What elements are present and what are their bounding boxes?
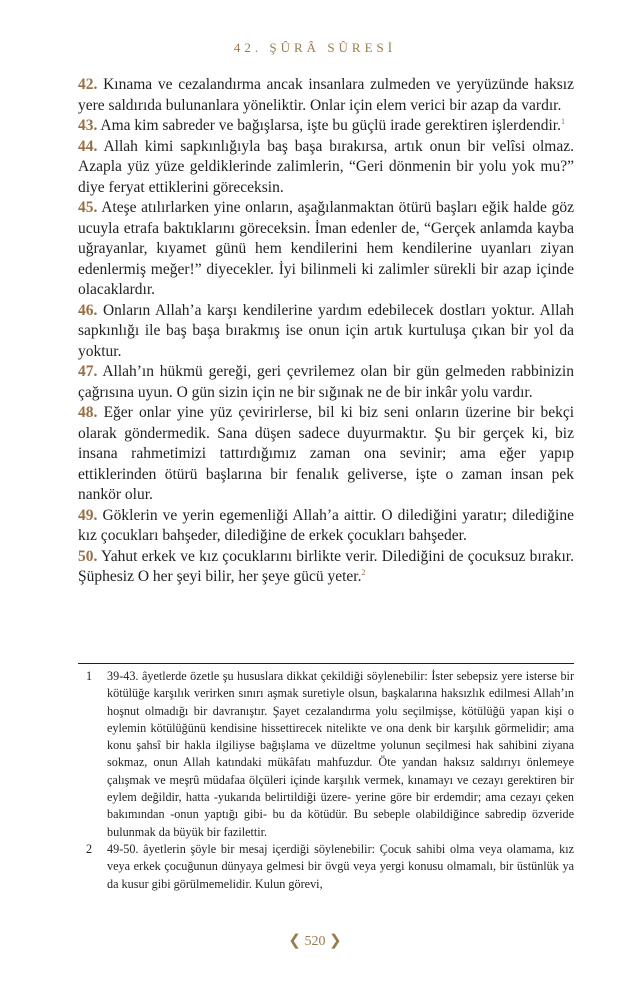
verse-49 (78, 506, 574, 547)
verse-text: Kınama ve cezalandırma ancak insanlara zulmeden ve yeryüzünde haksız yere saldırıda bulunanlara yöneliktir. Onlar için elem verici bir azap da vardır. (78, 76, 574, 114)
verse-number: 43. (78, 117, 98, 134)
verse-number: 48. (78, 404, 98, 421)
verse-text: Allah kimi sapkınlığıyla baş başa bırakırsa, artık onun bir velîsi olmaz. Azapla yüz yüze geldiklerinde zalimlerin, “Geri dönmenin bir yolu yok mu?” diye feryat ettiklerini göreceksin. (78, 137, 574, 196)
footnote-ref-1[interactable]: 1 (560, 116, 565, 126)
footnote-text: 49-50. âyetlerin şöyle bir mesaj içerdiği söylenebilir: Çocuk sahibi olma veya olamama, kız veya erkek çocuğunun dünyaya gelmesi bir övgü veya yergi konusu olmamalı, bir üstünlük ya da kusur gibi görülmemelidir. Kulun görevi, (107, 841, 574, 891)
verse-text: Eğer onlar yine yüz çevirirlerse, bil ki biz seni onların üzerine bir bekçi olarak göndermedik. Sana düşen sadece duyurmaktır. Şu bir gerçek ki, biz insana rahmetimizi tattırdığımız zaman ona sevinir; ama eğer yapıp ettiklerinden ötürü başlarına bir fenalık geliverse, işte o zaman insan pek nankör olur. (78, 404, 575, 503)
verse-text: Ama kim sabreder ve bağışlarsa, işte bu güçlü irade gerektiren işlerdendir. (100, 117, 561, 134)
verse-number: 46. (78, 301, 98, 319)
footnote-number: 2 (86, 841, 93, 856)
running-header: 42. ŞÛRÂ SÛRESİ (233, 40, 397, 55)
footnote-ref-2[interactable]: 2 (361, 567, 366, 577)
ornament-right-icon: ❯ (329, 933, 342, 949)
page-number-text: 520 (304, 934, 326, 949)
verse-number: 44. (78, 137, 98, 155)
verse-number: 47. (78, 363, 98, 380)
verse-number: 49. (78, 506, 98, 524)
verse-48 (78, 403, 574, 506)
verse-text: Onların Allah’a karşı kendilerine yardım edebilecek dostları yoktur. Allah sapkınlığı ile baş başa bırakmış ise onun için artık kurtuluşa çıkan bir yol da yoktur. (78, 301, 575, 360)
ornament-left-icon: ❮ (288, 933, 301, 949)
footnote-1 (78, 668, 574, 841)
footnote-2 (78, 841, 574, 893)
footnote-text: 39-43. âyetlerde özetle şu hususlara dikkat çekildiği söylenebilir: İster sebepsiz yere isterse bir kötülüğe karşılık verirken sınırı aşmak suretiyle olsun, başkalarına haksızlık edilmesi Allah’ın hoşnut olmadığı bir davranıştır. Şayet cezalandırma yolu seçilmişse, kötülüğü yapan kişi o eylemin kötülüğünü kendisine hissettirecek nitelikte ve ona denk bir karşılık görmelidir; ama konu şahsî bir hakla ilgiliyse bağışlama ve düzeltme yolunun seçilmesi hak sahibini ziyana sokmaz, onun Allah katındaki mükâfatı mahfuzdur. Öte yandan haksız saldırıyı önlemeye çalışmak ve meşrû müdafaa ölçüleri içinde karşılık vermek, kınamayı ve cezayı gerektiren bir eylem değildir, hatta -yukarıda belirtildiği üzere- yerine göre bir erdemdir; ama cezayı çeken bakımından -onun yaptığı gibi- bu da kötüdür. Bu sebeple olabildiğince sabredip özveride bulunmak da büyük bir fazilettir. (107, 669, 574, 839)
verse-44 (78, 137, 574, 199)
verse-number: 50. (78, 547, 98, 565)
verse-50 (78, 547, 574, 588)
verse-43 (78, 116, 574, 137)
footnote-number: 1 (86, 669, 93, 683)
footnotes-block (78, 668, 574, 893)
footnote-divider (78, 663, 574, 664)
verse-number: 42. (78, 76, 98, 93)
verse-47 (78, 362, 574, 403)
verse-text: Ateşe atılırlarken yine onların, aşağılanmaktan ötürü başları eğik halde göz ucuyla etrafa baktıklarını göreceksin. İman edenler de, “Gerçek anlamda kayba uğrayanlar, kıyamet günü hem kendilerini hem kendilerine uyanları ziyan edenlermiş meğer!” diyecekler. İyi bilinmeli ki zalimler sürekli bir azap içinde olacaklardır. (78, 199, 574, 298)
verse-46 (78, 301, 574, 363)
verse-45 (78, 198, 574, 301)
verse-text: Yahut erkek ve kız çocuklarını birlikte verir. Dilediğini de çocuksuz bırakır. Şüphesiz O her şeyi bilir, her şeye gücü yeter. (78, 547, 574, 585)
verse-42 (78, 75, 574, 116)
page-number (0, 931, 630, 950)
verse-text: Allah’ın hükmü gereği, geri çevrilemez olan bir gün gelmeden rabbinizin çağrısına uyun. O gün sizin için ne bir sığınak ne de bir inkâr yolu vardır. (78, 363, 574, 401)
verses-block (78, 75, 574, 588)
verse-number: 45. (78, 199, 98, 216)
verse-text: Göklerin ve yerin egemenliği Allah’a aittir. O dilediğini yaratır; dilediğine kız çocukları bahşeder, dilediğine de erkek çocukları bahşeder. (78, 506, 574, 544)
